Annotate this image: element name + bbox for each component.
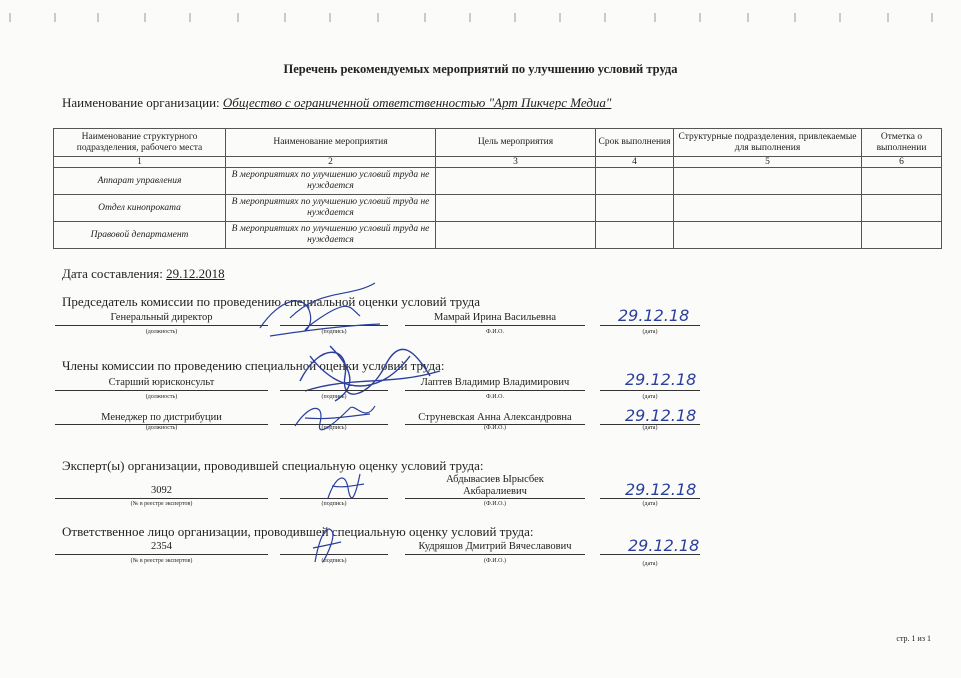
chair-date-caption: (дата) — [642, 329, 658, 335]
date-compiled-label: Дата составления: — [62, 266, 163, 281]
column-number: 5 — [674, 157, 862, 168]
date-compiled-value: 29.12.2018 — [166, 266, 225, 281]
organization-value: Общество с ограниченной ответственностью "Арт Пикчерс Медиа" — [222, 95, 612, 110]
member-position-line — [55, 390, 268, 391]
date-compiled-line — [62, 266, 225, 282]
column-number: 1 — [54, 157, 226, 168]
deadline-cell — [596, 168, 674, 195]
departments-cell — [674, 195, 862, 222]
table-row — [54, 222, 942, 249]
column-header: Наименование мероприятия — [226, 129, 436, 157]
expert-date: 29.12.18 — [625, 480, 697, 499]
column-header: Цель мероприятия — [436, 129, 596, 157]
organization-label: Наименование организации: — [62, 95, 220, 110]
chair-position: Генеральный директор — [110, 312, 213, 323]
expert-date-line — [600, 498, 700, 499]
responsible-registry-number: 2354 — [151, 541, 172, 552]
chair-name: Мамрай Ирина Васильевна — [433, 312, 557, 323]
member-name-line — [405, 390, 585, 391]
chair-name-line — [405, 325, 585, 326]
column-header: Отметка о выполнении — [862, 129, 942, 157]
page-number: стр. 1 из 1 — [896, 634, 931, 643]
members-heading: Члены комиссии по проведению специальной оценки условий труда: — [62, 358, 445, 373]
column-number-row — [54, 157, 942, 168]
responsible-name: Кудряшов Дмитрий Вячеславович — [418, 541, 572, 552]
member-position-caption: (должность) — [145, 425, 178, 431]
member-signature-caption: (подпись) — [321, 394, 347, 400]
table-row — [54, 195, 942, 222]
expert-registry-caption: (№ в реестре экспертов) — [130, 501, 193, 507]
responsible-date-line — [600, 554, 700, 555]
measure-cell: В мероприятиях по улучшению условий труда не нуждается — [226, 168, 436, 195]
chair-signature-caption: (подпись) — [321, 329, 347, 335]
departments-cell — [674, 222, 862, 249]
expert-name-line1: Абдывасиев Ырысбек — [446, 474, 544, 485]
member-signature-mark — [290, 398, 380, 432]
column-header: Наименование структурного подразделения, рабочего места — [54, 129, 226, 157]
member-date-line — [600, 390, 700, 391]
completion-cell — [862, 168, 942, 195]
responsible-signature-caption: (подпись) — [321, 558, 347, 564]
table-header-row — [54, 129, 942, 157]
member-date: 29.12.18 — [625, 370, 697, 389]
column-header: Структурные подразделения, привлекаемые для выполнения — [674, 129, 862, 157]
departments-cell — [674, 168, 862, 195]
chair-position-caption: (должность) — [145, 329, 178, 335]
column-number: 2 — [226, 157, 436, 168]
column-header: Срок выполнения — [596, 129, 674, 157]
responsible-heading: Ответственное лицо организации, проводившей специальную оценку условий труда: — [62, 524, 534, 539]
member-position: Старший юрисконсульт — [108, 377, 215, 388]
responsible-registry-caption: (№ в реестре экспертов) — [130, 558, 193, 564]
member-signature-line — [280, 390, 388, 391]
responsible-date: 29.12.18 — [628, 536, 700, 555]
expert-signature-mark — [320, 468, 370, 502]
expert-name-caption: (Ф.И.О.) — [484, 501, 506, 507]
responsible-signature-mark — [305, 520, 345, 566]
organization-line — [62, 95, 611, 111]
completion-cell — [862, 222, 942, 249]
expert-name-line — [405, 498, 585, 499]
goal-cell — [436, 168, 596, 195]
table-row — [54, 168, 942, 195]
page-title: Перечень рекомендуемых мероприятий по улучшению условий труда — [283, 62, 678, 76]
unit-cell: Отдел кинопроката — [54, 195, 226, 222]
member-position: Менеджер по дистрибуции — [101, 412, 222, 423]
experts-heading: Эксперт(ы) организации, проводившей специальную оценку условий труда: — [62, 458, 484, 473]
goal-cell — [436, 195, 596, 222]
member-name: Лаптев Владимир Владимирович — [420, 377, 570, 388]
chair-date-line — [600, 325, 700, 326]
member-name-caption: (Ф.И.О.) — [484, 425, 506, 431]
member-position-caption: (должность) — [145, 394, 178, 400]
unit-cell: Аппарат управления — [54, 168, 226, 195]
measures-table — [53, 128, 942, 249]
member-signature-caption: (подпись) — [321, 425, 347, 431]
deadline-cell — [596, 195, 674, 222]
column-number: 6 — [862, 157, 942, 168]
deadline-cell — [596, 222, 674, 249]
measure-cell: В мероприятиях по улучшению условий труда не нуждается — [226, 222, 436, 249]
member-name: Струневская Анна Александровна — [418, 412, 572, 423]
expert-registry-number: 3092 — [151, 485, 172, 496]
expert-signature-caption: (подпись) — [321, 501, 347, 507]
member-name-caption: Ф.И.О. — [486, 394, 504, 400]
chair-date: 29.12.18 — [618, 306, 690, 325]
responsible-name-caption: (Ф.И.О.) — [484, 558, 506, 564]
chair-position-line — [55, 325, 268, 326]
completion-cell — [862, 195, 942, 222]
expert-date-caption: (дата) — [642, 501, 658, 507]
column-number: 3 — [436, 157, 596, 168]
member-date: 29.12.18 — [625, 406, 697, 425]
chair-heading: Председатель комиссии по проведению специальной оценки условий труда — [62, 294, 481, 309]
expert-name-line2: Акбаралиевич — [463, 486, 527, 497]
column-number: 4 — [596, 157, 674, 168]
measure-cell: В мероприятиях по улучшению условий труда не нуждается — [226, 195, 436, 222]
unit-cell: Правовой департамент — [54, 222, 226, 249]
member-date-caption: (дата) — [642, 425, 658, 431]
expert-registry-line — [55, 498, 268, 499]
responsible-date-caption: (дата) — [642, 561, 658, 567]
member-date-caption: (дата) — [642, 394, 658, 400]
responsible-registry-line — [55, 554, 268, 555]
goal-cell — [436, 222, 596, 249]
chair-name-caption: Ф.И.О. — [486, 329, 504, 335]
scan-edge-marks — [0, 10, 961, 26]
responsible-name-line — [405, 554, 585, 555]
